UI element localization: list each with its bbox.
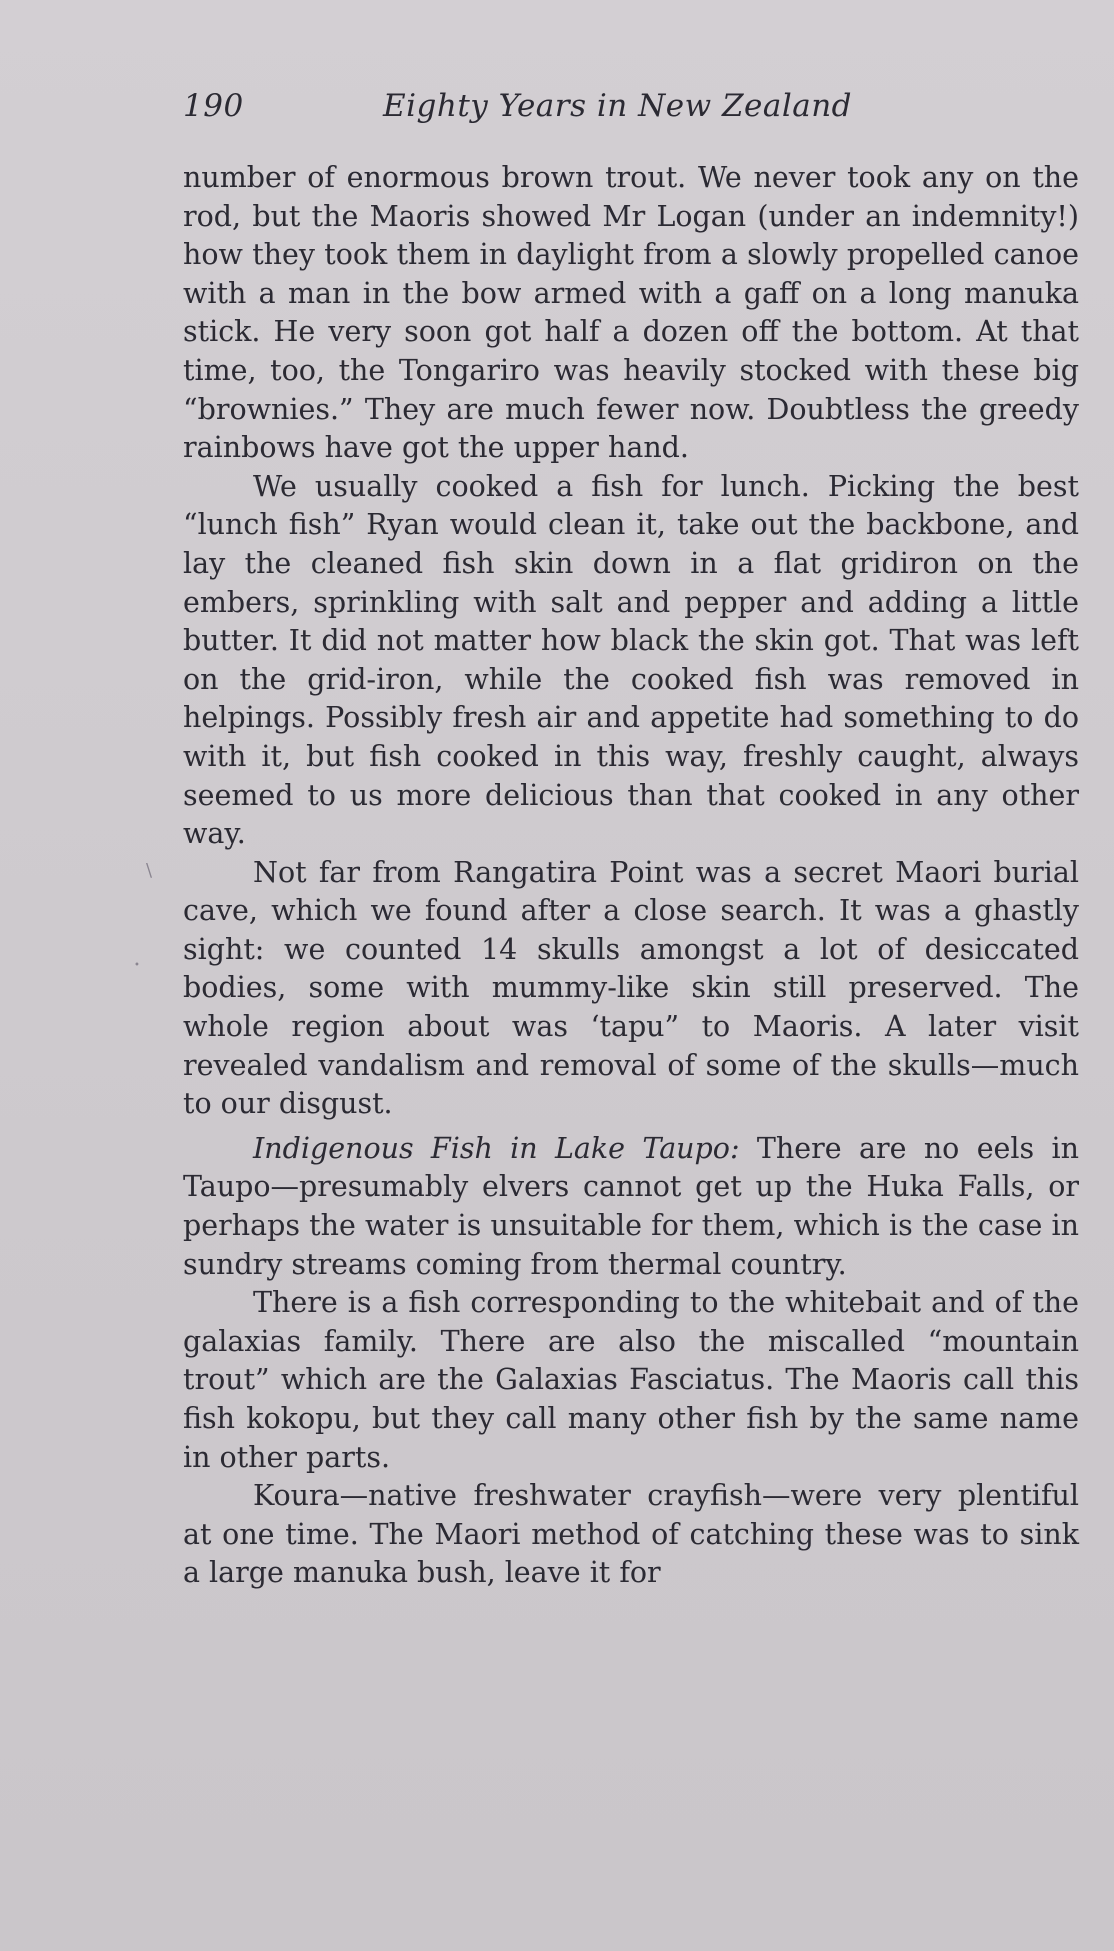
page-header (183, 88, 1083, 128)
paragraph-indigenous-fish (183, 1130, 1079, 1284)
section-heading-indigenous-fish: Indigenous Fish in Lake Taupo: (253, 1131, 740, 1165)
margin-speck: \ (146, 860, 153, 881)
paragraph-galaxias: There is a fish corresponding to the whitebait and of the galaxias family. There are also the miscalled “mountain trout” which are the Galaxias Fasciatus. The Maoris call this fish kokopu, but they call many other fish by the same name in other parts. (183, 1286, 1079, 1474)
paragraph-burial-cave: Not far from Rangatira Point was a secret Maori burial cave, which we found after a close search. It was a ghastly sight: we counted 14 skulls amongst a lot of desiccated bodies, some with mummy-like skin still preserved. The whole region about was ‘tapu” to Maoris. A later visit revealed vandalism and removal of some of the skulls—much to our disgust. (183, 855, 1079, 1121)
paragraph-koura: Koura—native freshwater crayfish—were very plentiful at one time. The Maori method of catching these was to sink a large manuka bush, leave it for (183, 1479, 1079, 1590)
running-title: Eighty Years in New Zealand (383, 88, 853, 124)
body-text (183, 159, 1079, 1593)
page-number: 190 (183, 88, 244, 124)
paragraph-trout: number of enormous brown trout. We never took any on the rod, but the Maoris showed Mr Logan (under an indemnity!) how they took them in daylight from a slowly propelled canoe with a man in the bow armed with a gaff on a long manuka stick. He very soon got half a dozen off the bottom. At that time, too, the Tongariro was heavily stocked with these big “brownies.” They are much fewer now. Doubtless the greedy rainbows have got the upper hand. (183, 161, 1079, 465)
paragraph-indigenous-fish-text: There are no eels in Taupo—presumably elvers cannot get up the Huka Falls, or perhaps the water is unsuitable for them, which is the case in sundry streams coming from thermal country. (183, 1131, 1079, 1281)
margin-speck: • (134, 960, 140, 971)
paragraph-lunch-fish: We usually cooked a fish for lunch. Picking the best “lunch fish” Ryan would clean it, take out the backbone, and lay the cleaned fish skin down in a flat gridiron on the embers, sprinkling with salt and pepper and adding a little butter. It did not matter how black the skin got. That was left on the grid-iron, while the cooked fish was removed in helpings. Possibly fresh air and appetite had something to do with it, but fish cooked in this way, freshly caught, always seemed to us more delicious than that cooked in any other way. (183, 469, 1079, 851)
